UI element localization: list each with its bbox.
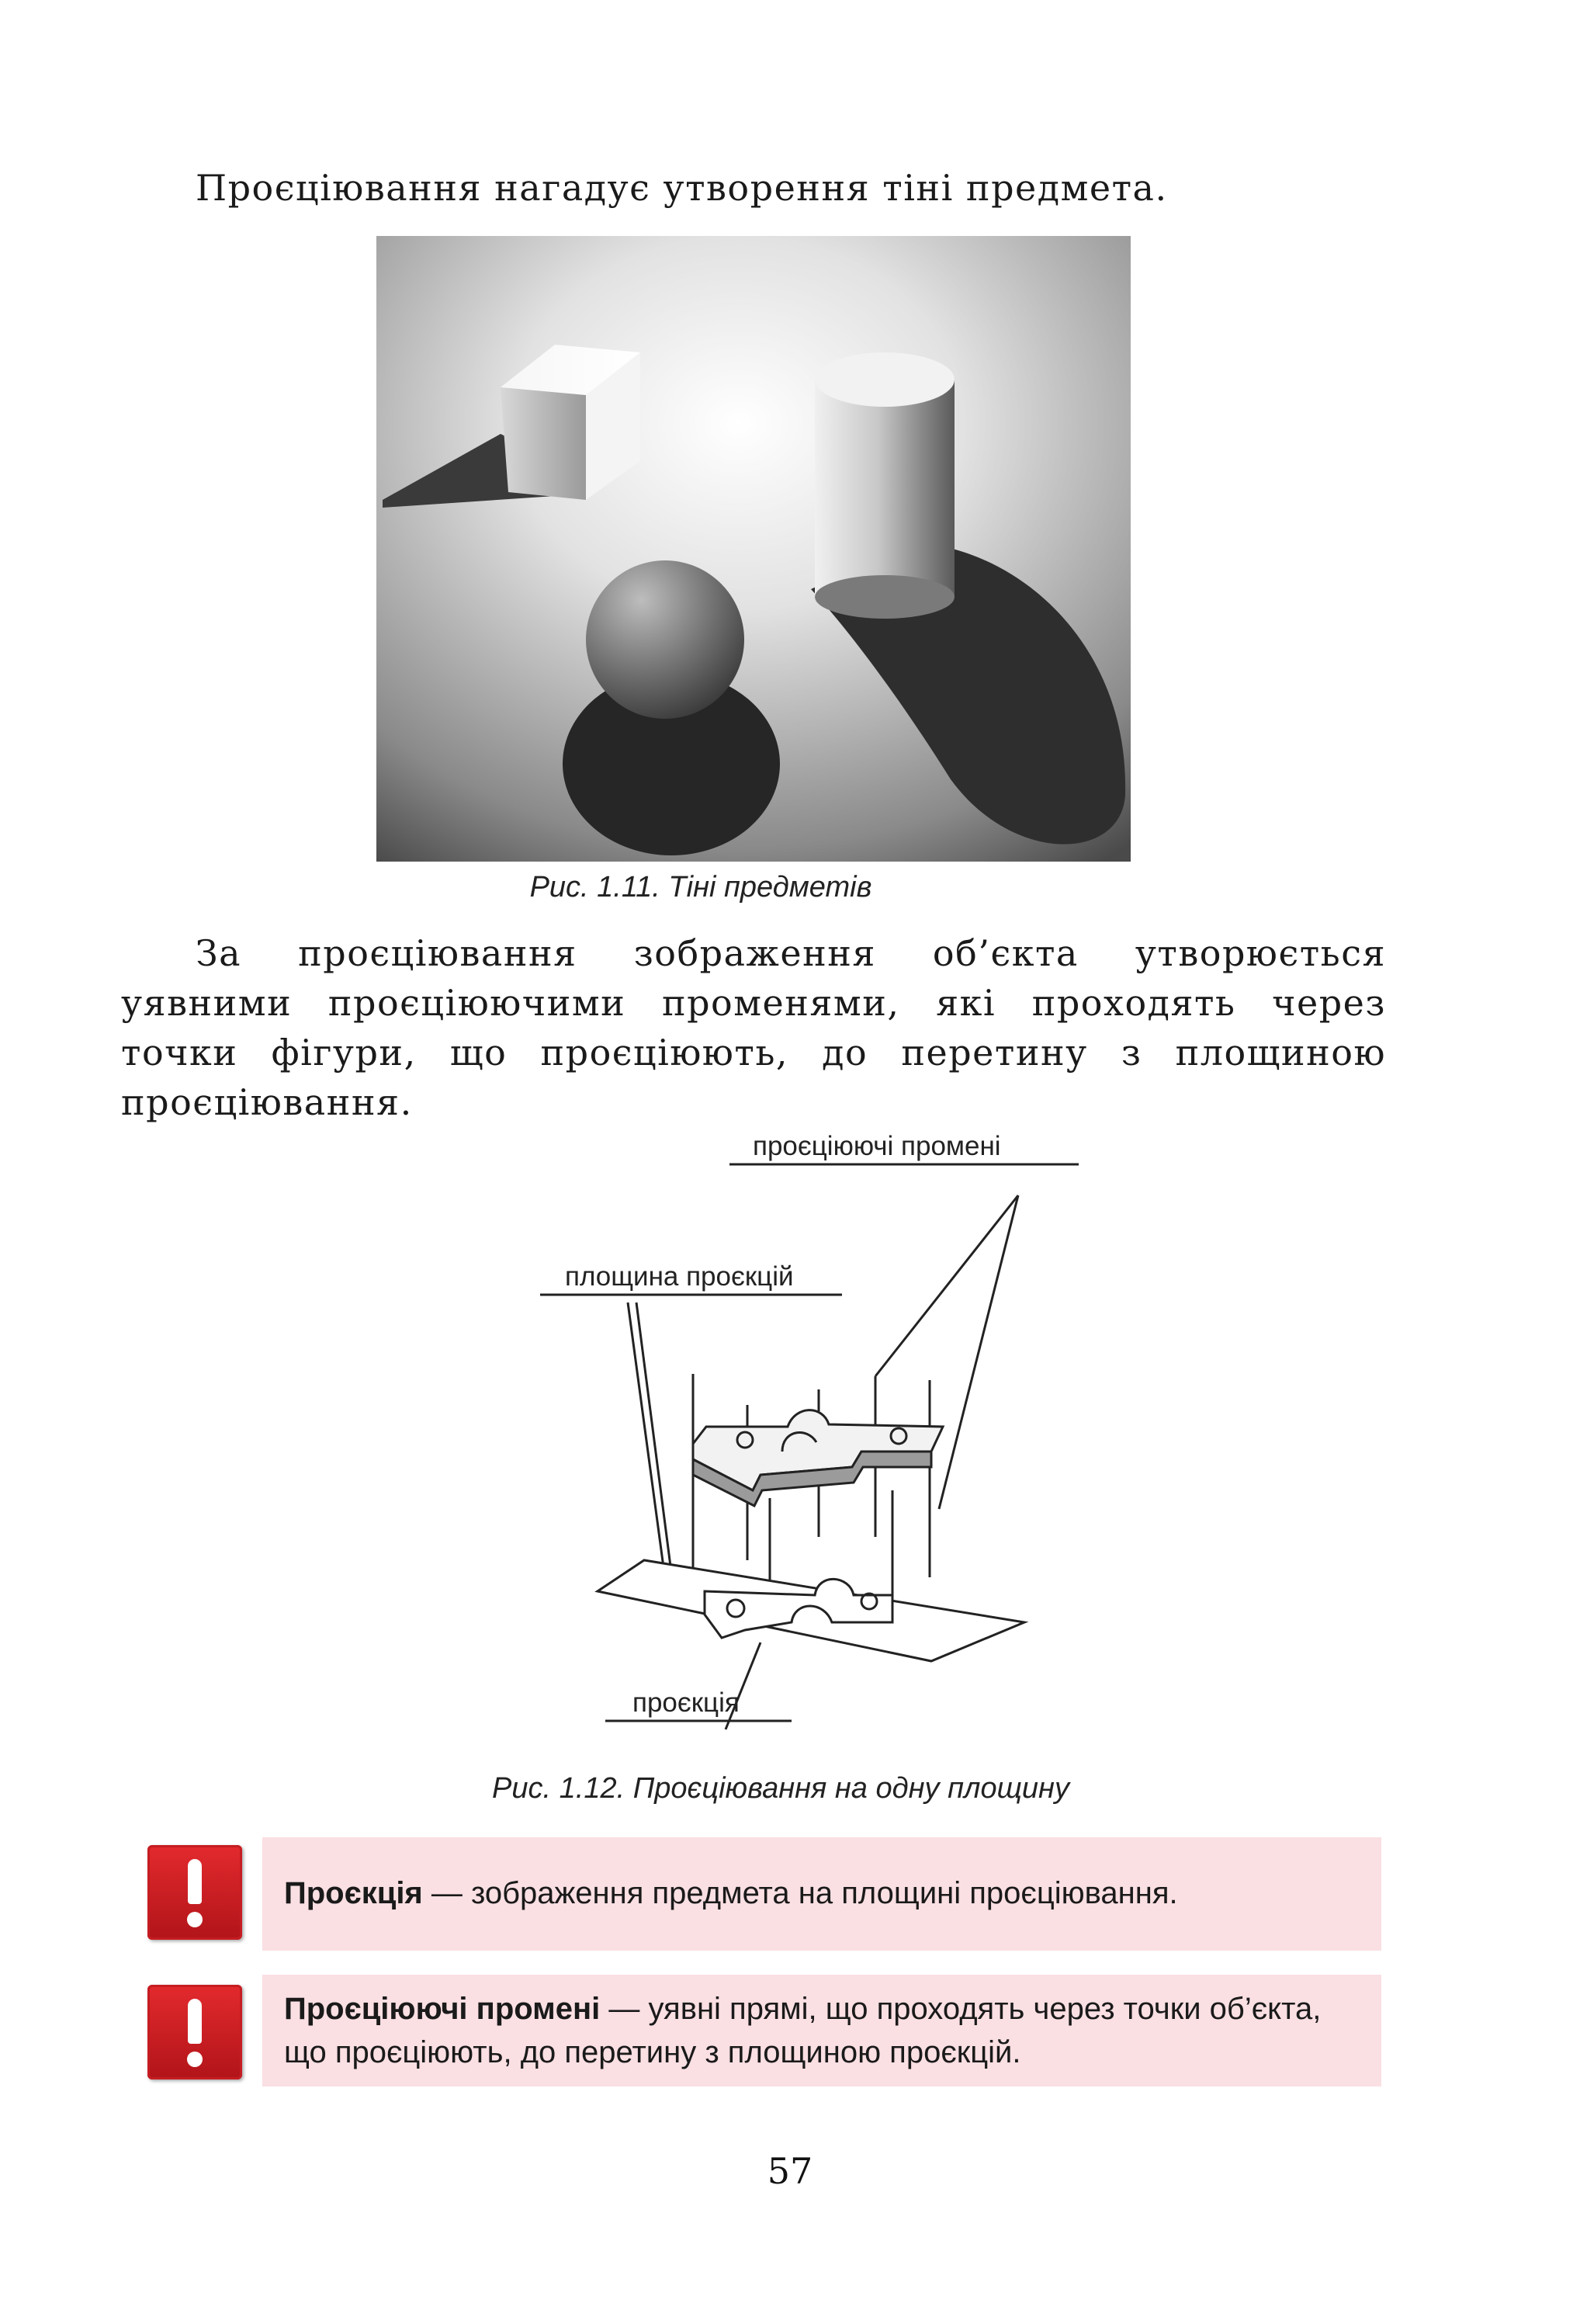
label-projection: проєкція <box>632 1688 740 1718</box>
exclamation-icon <box>147 1985 242 2079</box>
page-number: 57 <box>767 2150 813 2192</box>
body-paragraph: За проєціювання зображення об’єкта утворюється уявними проєціюючими променями, які проходять через точки фігури, що проєціюють, до перетину з площиною проєціювання. <box>121 932 1386 1123</box>
figure-1-caption: Рис. 1.11. Тіні предметів <box>529 871 872 904</box>
label-projecting-rays: проєціюючі промені <box>753 1131 1001 1161</box>
shadows-photo <box>376 236 1131 862</box>
exclamation-icon <box>147 1845 242 1940</box>
intro-text: Проєціювання нагадує утворення тіні предмета. <box>196 167 1168 209</box>
definition-text: — зображення предмета на площині проєціювання. <box>422 1876 1178 1910</box>
projection-diagram <box>528 1126 1117 1731</box>
definition-projection <box>262 1837 1381 1951</box>
definition-projecting-rays <box>262 1975 1381 2086</box>
label-projection-plane: площина проєкцій <box>565 1261 794 1292</box>
definition-term: Проєкція <box>284 1876 423 1910</box>
definition-text: — уявні прямі, що проходять через точки об’єкта, що проєціюють, до перетину з площиною проєкцій. <box>284 1992 1322 2069</box>
definition-term: Проєціюючі промені <box>284 1992 601 2026</box>
figure-2-caption: Рис. 1.12. Проєціювання на одну площину <box>492 1772 1069 1805</box>
